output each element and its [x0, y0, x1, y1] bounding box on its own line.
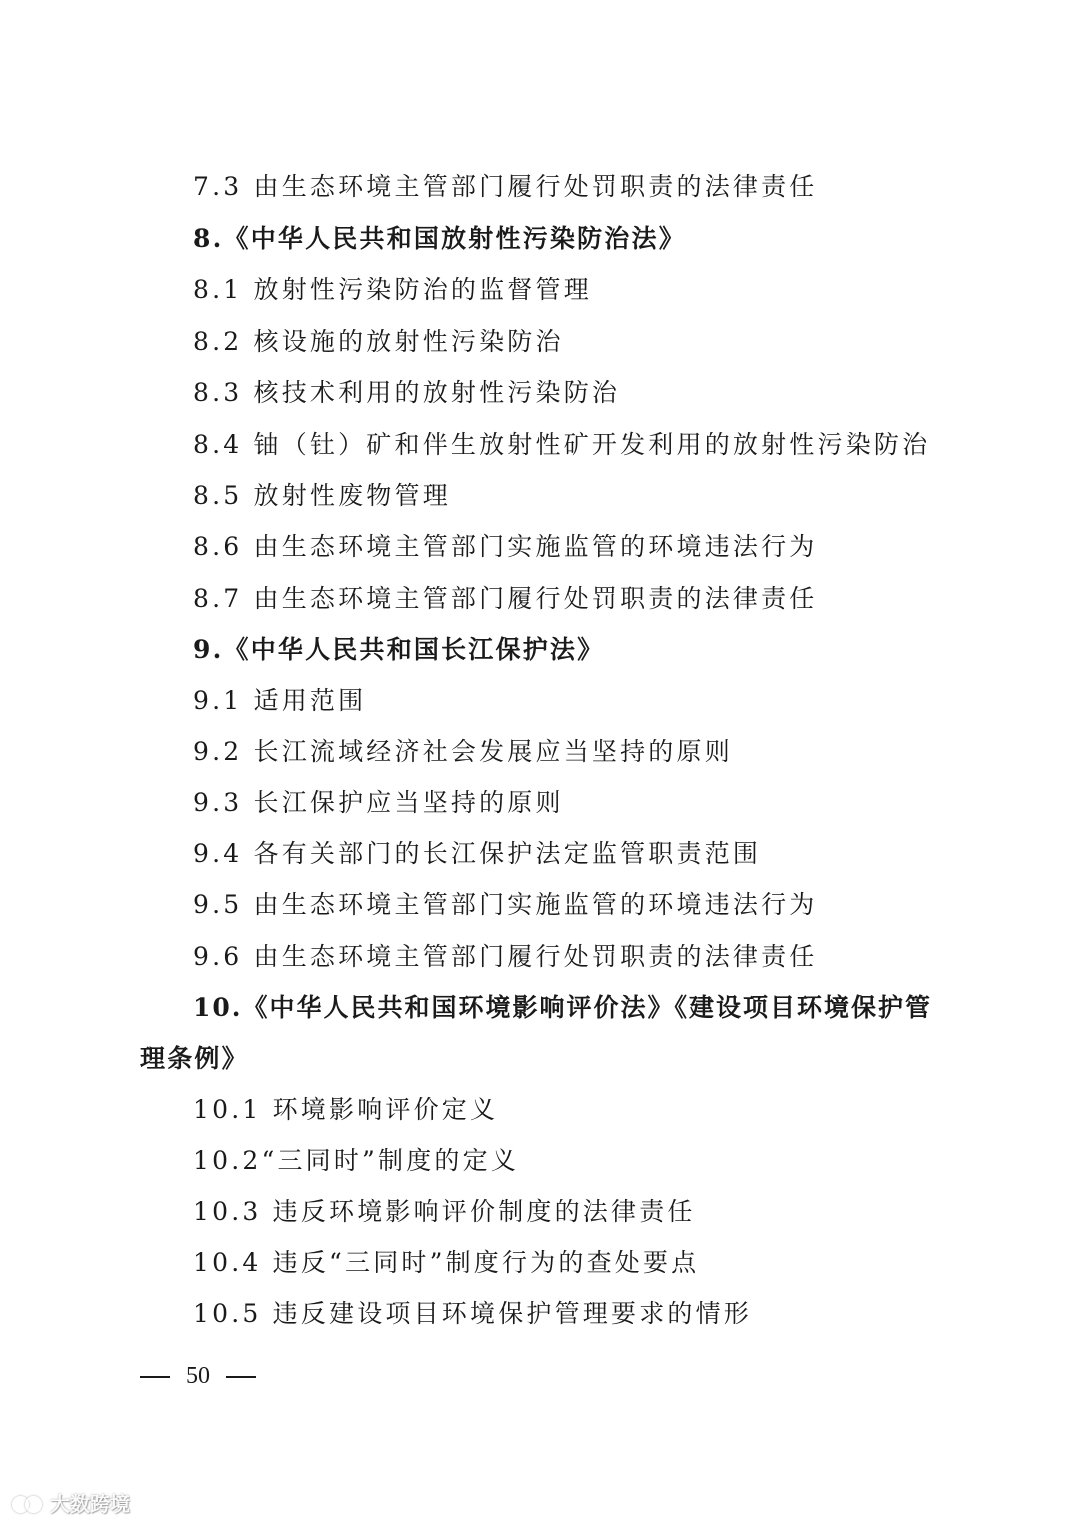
page-number-left-dash	[140, 1376, 170, 1378]
page-number-footer	[140, 1361, 256, 1391]
watermark-logo-icon	[12, 1493, 44, 1513]
subsection-8-6: 8.6 由生态环境主管部门实施监管的环境违法行为	[193, 532, 818, 561]
watermark-text: 大数跨境	[50, 1492, 130, 1516]
page-number: 50	[186, 1363, 210, 1389]
subsection-8-7: 8.7 由生态环境主管部门履行处罚职责的法律责任	[193, 584, 818, 613]
subsection-10-2: 10.2“三同时”制度的定义	[193, 1146, 520, 1175]
subsection-8-1: 8.1 放射性污染防治的监督管理	[193, 275, 592, 304]
subsection-9-4: 9.4 各有关部门的长江保护法定监管职责范围	[193, 839, 762, 868]
section-10-heading-continued: 理条例》	[140, 1044, 249, 1073]
section-8-heading: 8.《中华人民共和国放射性污染防治法》	[193, 224, 686, 253]
subsection-7-3: 7.3 由生态环境主管部门履行处罚职责的法律责任	[193, 172, 818, 201]
page-number-right-dash	[226, 1376, 256, 1378]
subsection-10-1: 10.1 环境影响评价定义	[193, 1095, 499, 1124]
subsection-9-2: 9.2 长江流域经济社会发展应当坚持的原则	[193, 737, 733, 766]
watermark	[12, 1488, 130, 1517]
section-9-heading: 9.《中华人民共和国长江保护法》	[193, 635, 605, 664]
subsection-10-4: 10.4 违反“三同时”制度行为的查处要点	[193, 1248, 700, 1277]
subsection-9-3: 9.3 长江保护应当坚持的原则	[193, 788, 564, 817]
subsection-9-6: 9.6 由生态环境主管部门履行处罚职责的法律责任	[193, 942, 818, 971]
subsection-9-5: 9.5 由生态环境主管部门实施监管的环境违法行为	[193, 890, 818, 919]
subsection-10-5: 10.5 违反建设项目环境保护管理要求的情形	[193, 1299, 753, 1328]
subsection-8-2: 8.2 核设施的放射性污染防治	[193, 327, 564, 356]
subsection-8-4: 8.4 铀（钍）矿和伴生放射性矿开发利用的放射性污染防治	[193, 430, 931, 459]
section-10-heading: 10.《中华人民共和国环境影响评价法》《建设项目环境保护管	[193, 993, 932, 1022]
subsection-8-3: 8.3 核技术利用的放射性污染防治	[193, 378, 621, 407]
subsection-10-3: 10.3 违反环境影响评价制度的法律责任	[193, 1197, 696, 1226]
subsection-9-1: 9.1 适用范围	[193, 686, 367, 715]
subsection-8-5: 8.5 放射性废物管理	[193, 481, 451, 510]
